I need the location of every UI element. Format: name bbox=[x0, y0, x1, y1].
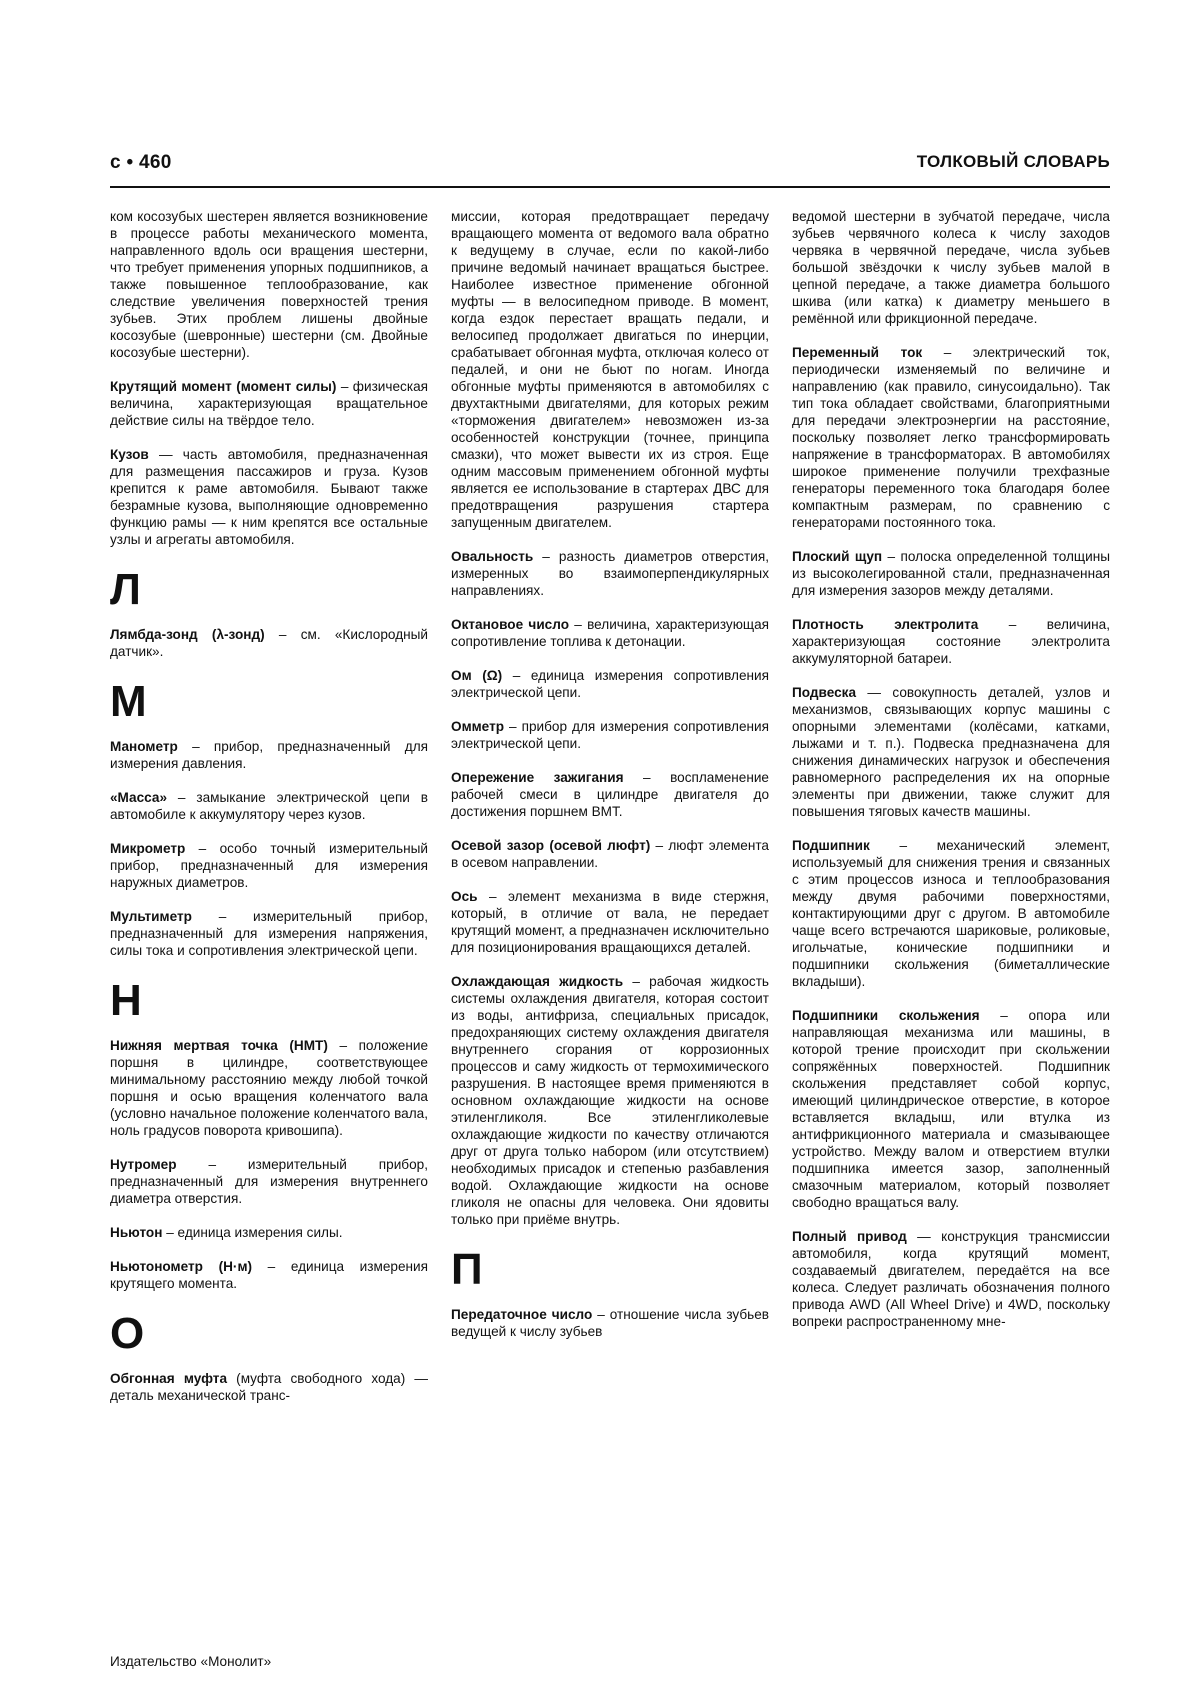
entry-term: Ось bbox=[451, 889, 478, 904]
entry-term: Нижняя мертвая точка (НМТ) bbox=[110, 1038, 328, 1053]
entry-definition: – электрический ток, периодически изменяемый по величине и направлению (как правило, синусоидально). Так тип тока обладает свойствами, благоприятными для передачи электроэнергии на расстояние, поскольку позволяет легко трансформировать напряжение в трансформаторах. В автомобилях широкое применение получили трехфазные генераторы переменного тока благодаря более компактным размерам, по сравнению с генераторами постоянного тока. bbox=[792, 345, 1110, 530]
dictionary-entry bbox=[110, 840, 428, 891]
dictionary-entry bbox=[451, 769, 769, 820]
dictionary-entry bbox=[110, 626, 428, 660]
continued-paragraph: ведомой шестерни в зубчатой передаче, числа зубьев червячного колеса к числу заходов червяка в червячной передаче, числа зубьев большой звёздочки к числу зубьев малой в цепной передаче, а также диаметра большого шкива (или катка) к диаметру меньшего в ремённой или фрикционной передаче. bbox=[792, 209, 1110, 326]
entry-definition: – измерительный прибор, предназначенный для измерения напряжения, силы тока и сопротивления электрической цепи. bbox=[110, 909, 428, 958]
continued-paragraph: ком косозубых шестерен является возникновение в процессе работы механического момента, направленного вдоль оси вращения шестерни, что требует применения упорных подшипников, а также повышенное теплообразование, как следствие увеличения поверхностей трения зубьев. Этих проблем лишены двойные косозубые (шевронные) шестерни (см. Двойные косозубые шестерни). bbox=[110, 209, 428, 360]
entry-definition: – единица измерения крутящего момента. bbox=[110, 1259, 428, 1291]
entry-definition: – единица измерения сопротивления электрической цепи. bbox=[451, 668, 769, 700]
dictionary-entry bbox=[451, 1306, 769, 1340]
section-letter: Л bbox=[110, 565, 141, 614]
entry-definition: – особо точный измерительный прибор, предназначенный для измерения наружных диаметров. bbox=[110, 841, 428, 890]
dictionary-entry bbox=[451, 548, 769, 599]
entry-term: Лямбда-зонд (λ-зонд) bbox=[110, 627, 265, 642]
entry-term: Крутящий момент (момент силы) bbox=[110, 379, 337, 394]
entry-term: Подшипники скольжения bbox=[792, 1008, 980, 1023]
entry-definition: – замыкание электрической цепи в автомобиле к аккумулятору через кузов. bbox=[110, 790, 428, 822]
entry-definition: – отношение числа зубьев ведущей к числу зубьев bbox=[451, 1307, 769, 1339]
entry-term: Полный привод bbox=[792, 1229, 907, 1244]
entry-term: Манометр bbox=[110, 739, 178, 754]
entry-term: Плотность электролита bbox=[792, 617, 979, 632]
dictionary-entry bbox=[110, 1037, 428, 1139]
entry-definition: – прибор, предназначенный для измерения давления. bbox=[110, 739, 428, 771]
entry-term: Овальность bbox=[451, 549, 534, 564]
section-letter: Н bbox=[110, 976, 142, 1025]
dictionary-entry bbox=[792, 616, 1110, 667]
entry-definition: — совокупность деталей, узлов и механизмов, связывающих корпус машины с опорными элементами (колёсами, катками, лыжами и т. п.). Подвеска предназначена для снижения динамических нагрузок и обеспечения равномерного распределения их на опорные элементы при движении, также служит для повышения тяговых качеств машины. bbox=[792, 685, 1110, 819]
column-3 bbox=[792, 208, 1110, 1638]
entry-term: «Масса» bbox=[110, 790, 168, 805]
dictionary-entry bbox=[451, 667, 769, 701]
dictionary-entry bbox=[110, 1156, 428, 1207]
entry-term: Мультиметр bbox=[110, 909, 192, 924]
entry-term: Нутромер bbox=[110, 1157, 177, 1172]
entry-term: Ом (Ω) bbox=[451, 668, 503, 683]
continued-paragraph: миссии, которая предотвращает передачу вращающего момента от ведомого вала обратно к ведущему в случае, если по какой-либо причине ведомый начинает вращаться быстрее. Наиболее известное применение обгонной муфты — в велосипедном приводе. В момент, когда ездок перестает вращать педали, и велосипед продолжает двигаться по инерции, срабатывает обгонная муфта, отключая колесо от педалей, и они не бьют по ногам. Иногда обгонные муфты применяются в автомобилях с двухтактными двигателями, для которых режим «торможения двигателем» невозможен из-за особенностей конструкции (точнее, принципа смазки), что может вывести их из строя. Еще одним массовым применением обгонной муфты является ее использование в стартерах ДВС для предотвращения разрушения стартера запущенным двигателем. bbox=[451, 209, 769, 530]
entry-definition: – положение поршня в цилиндре, соответствующее минимальному расстоянию между любой точкой поршня и осью вращения коленчатого вала (условно начальное положение коленчатого вала, ноль градусов поворота кривошипа). bbox=[110, 1038, 428, 1138]
entry-term: Переменный ток bbox=[792, 345, 923, 360]
entry-term: Обгонная муфта bbox=[110, 1371, 228, 1386]
dictionary-entry bbox=[451, 837, 769, 871]
column-1 bbox=[110, 208, 428, 1638]
dictionary-entry bbox=[110, 446, 428, 548]
dictionary-entry bbox=[451, 718, 769, 752]
entry-definition: – воспламенение рабочей смеси в цилиндре двигателя до достижения поршнем ВМТ. bbox=[451, 770, 769, 819]
dictionary-entry bbox=[792, 344, 1110, 531]
running-title: ТОЛКОВЫЙ СЛОВАРЬ bbox=[916, 152, 1110, 171]
dictionary-entry bbox=[110, 738, 428, 772]
entry-definition: – измерительный прибор, предназначенный для измерения внутреннего диаметра отверстия. bbox=[110, 1157, 428, 1206]
section-letter: М bbox=[110, 677, 147, 726]
entry-definition: — конструкция трансмиссии автомобиля, когда крутящий момент, создаваемый двигателем, передаётся на все колеса. Следует различать обозначения полного привода AWD (All Wheel Drive) и 4WD, поскольку вопреки распространенному мне- bbox=[792, 1229, 1110, 1329]
entry-term: Подшипник bbox=[792, 838, 870, 853]
entry-definition: – единица измерения силы. bbox=[162, 1225, 343, 1240]
entry-definition: – см. «Кислородный датчик». bbox=[110, 627, 428, 659]
dictionary-entry bbox=[451, 888, 769, 956]
entry-definition: – прибор для измерения сопротивления электрической цепи. bbox=[451, 719, 769, 751]
entry-term: Плоский щуп bbox=[792, 549, 883, 564]
entry-term: Микрометр bbox=[110, 841, 186, 856]
entry-definition: – величина, характеризующая сопротивление топлива к детонации. bbox=[451, 617, 769, 649]
entry-term: Передаточное число bbox=[451, 1307, 593, 1322]
dictionary-entry bbox=[110, 378, 428, 429]
page-number: с • 460 bbox=[110, 152, 172, 173]
entry-definition: (муфта свободного хода) — деталь механической транс- bbox=[110, 1371, 428, 1403]
entry-definition: – механический элемент, используемый для снижения трения и связанных с этим процессов износа и теплообразования между двумя рабочими поверхностями, контактирующими друг с другом. В автомобиле чаще всего встречаются шариковые, роликовые, игольчатые, конические подшипники и подшипники скольжения (биметаллические вкладыши). bbox=[792, 838, 1110, 989]
dictionary-entry bbox=[792, 548, 1110, 599]
entry-definition: — часть автомобиля, предназначенная для размещения пассажиров и груза. Кузов крепится к раме автомобиля. Бывают также безрамные кузова, выполняющие одновременно функцию рамы — к ним крепятся все остальные узлы и агрегаты автомобиля. bbox=[110, 447, 428, 547]
dictionary-entry bbox=[792, 1228, 1110, 1330]
entry-definition: – элемент механизма в виде стержня, который, в отличие от вала, не передает крутящий момент, а предназначен исключительно для позиционирования вращающихся деталей. bbox=[451, 889, 769, 955]
entry-definition: – опора или направляющая механизма или машины, в которой трение происходит при скольжении сопряжённых поверхностей. Подшипник скольжения представляет собой корпус, имеющий цилиндрическое отверстие, в которое вставляется вкладыш, или втулка из антифрикционного материала и смазывающее устройство. Между валом и отверстием втулки подшипника имеется зазор, заполненный смазочным материалом, который позволяет свободно вращаться валу. bbox=[792, 1008, 1110, 1210]
dictionary-entry bbox=[110, 1258, 428, 1292]
entry-definition: – физическая величина, характеризующая вращательное действие силы на твёрдое тело. bbox=[110, 379, 428, 428]
dictionary-entry bbox=[451, 973, 769, 1228]
entry-term: Кузов bbox=[110, 447, 149, 462]
dictionary-entry bbox=[110, 1370, 428, 1404]
page-header bbox=[110, 152, 1110, 188]
entry-term: Осевой зазор (осевой люфт) bbox=[451, 838, 651, 853]
entry-term: Опережение зажигания bbox=[451, 770, 624, 785]
entry-definition: – разность диаметров отверстия, измеренных во взаимоперпендикулярных направлениях. bbox=[451, 549, 769, 598]
entry-term: Ньютонометр (Н·м) bbox=[110, 1259, 253, 1274]
dictionary-entry bbox=[110, 789, 428, 823]
page-footer: Издательство «Монолит» bbox=[110, 1654, 272, 1669]
entry-definition: – полоска определенной толщины из высоколегированной стали, предназначенная для измерения зазоров между деталями. bbox=[792, 549, 1110, 598]
column-2 bbox=[451, 208, 769, 1638]
entry-definition: – величина, характеризующая состояние электролита аккумуляторной батареи. bbox=[792, 617, 1110, 666]
entry-term: Охлаждающая жидкость bbox=[451, 974, 624, 989]
dictionary-entry bbox=[792, 684, 1110, 820]
entry-term: Омметр bbox=[451, 719, 505, 734]
dictionary-entry bbox=[110, 908, 428, 959]
entry-term: Подвеска bbox=[792, 685, 857, 700]
section-letter: П bbox=[451, 1245, 483, 1294]
entry-definition: – люфт элемента в осевом направлении. bbox=[451, 838, 769, 870]
entry-definition: – рабочая жидкость системы охлаждения двигателя, которая состоит из воды, антифриза, специальных присадок, предохраняющих систему охлаждения двигателя внутреннего сгорания от коррозионных процессов и саму жидкость от термохимического разрушения. В настоящее время применяются в основном охлаждающие жидкости на основе этиленгликоля. Все этиленгликолевые охлаждающие жидкости по качеству отличаются друг от друга только набором (или отсутствием) необходимых присадок и степенью разбавления водой. Охлаждающие жидкости на основе гликоля не опасны для человека. Они ядовиты только при приёме внутрь. bbox=[451, 974, 769, 1227]
dictionary-entry bbox=[451, 616, 769, 650]
section-letter: О bbox=[110, 1309, 145, 1358]
entry-term: Ньютон bbox=[110, 1225, 163, 1240]
entry-term: Октановое число bbox=[451, 617, 569, 632]
dictionary-entry bbox=[110, 1224, 428, 1241]
dictionary-entry bbox=[792, 837, 1110, 990]
dictionary-entry bbox=[792, 1007, 1110, 1211]
